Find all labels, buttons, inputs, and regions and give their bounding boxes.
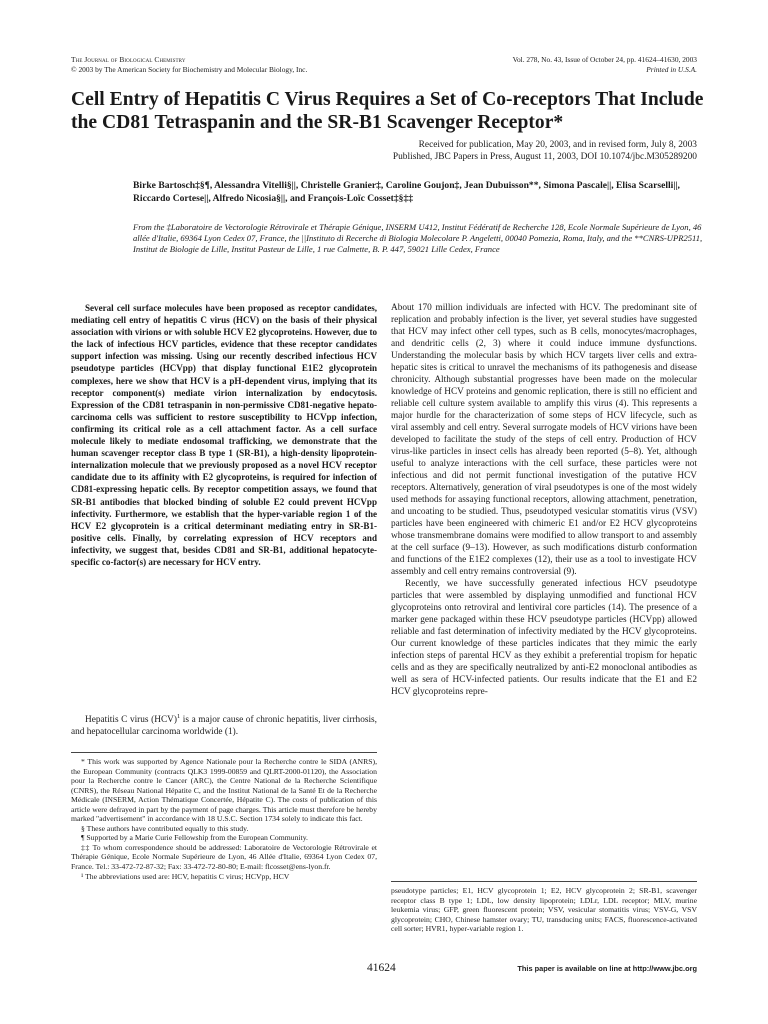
- affiliations: From the ‡Laboratoire de Vectorologie Rétrovirale et Thérapie Génique, INSERM U412, Institut Fédératif de Recherche 128, Ecole Normale Supérieure de Lyon, 46 allée d'Italie, 69364 Lyon Cedex 07, France, the ||Instituto di Recerche di Biologia Molecolare P. Angeletti, 00040 Pomezia, Roma, Italy, and the **CNRS-UPR2511, Institut de Biologie de Lille, Institut Pasteur de Lille, 1 rue Calmette, B. P. 447, 59021 Lille Cedex, France: [133, 222, 703, 254]
- funding-footnote: * This work was supported by Agence Nationale pour la Recherche contre le SIDA (ANRS), the European Community (contracts QLK3 1999-00859 and QLRT-2000-01120), the Association pour la Recherche contre le Cancer (ARC), the Centre National de la Recherche Scientifique (CNRS), the Réseau National Hépatite C, and the Institut National de la Santé Et de la Recherche Médicale (INSERM, Action Thématique Concertée, Hépatite C). The costs of publication of this article were defrayed in part by the payment of page charges. This article must therefore be hereby marked "advertisement" in accordance with 18 U.S.C. Section 1734 solely to indicate this fact.: [71, 757, 377, 824]
- copyright-line: © 2003 by The American Society for Biochemistry and Molecular Biology, Inc.: [71, 64, 308, 74]
- correspondence-footnote: ‡‡ To whom correspondence should be addressed: Laboratoire de Vectorologie Rétrovirale et Thérapie Génique, Ecole Normale Supérieure de Lyon, 46 Allée d'Italie, 69364 Lyon Cedex 07, France. Tel.: 33-472-72-87-32; Fax: 33-472-72-80-80; E-mail: flcosset@ens-lyon.fr.: [71, 842, 377, 872]
- intro-text-end: is a major cause of chronic hepatitis, liver cirrhosis, and hepatocellular carcinoma worldwide (1).: [71, 715, 377, 738]
- equal-contribution-footnote: § These authors have contributed equally to this study.: [81, 823, 249, 833]
- published-line: Published, JBC Papers in Press, August 11, 2003, DOI 10.1074/jbc.M305289200: [392, 151, 697, 162]
- footnotes-left: [71, 757, 377, 881]
- printed-in: Printed in U.S.A.: [646, 64, 697, 74]
- journal-name: The Journal of Biological Chemistry: [71, 55, 186, 64]
- fellowship-footnote: ¶ Supported by a Marie Curie Fellowship from the European Community.: [81, 833, 308, 843]
- article-title: Cell Entry of Hepatitis C Virus Requires a Set of Co-receptors That Include the CD81 Tetraspanin and the SR-B1 Scavenger Receptor*: [71, 89, 704, 133]
- footnote-divider-left: [71, 752, 377, 753]
- body-paragraph: About 170 million individuals are infected with HCV. The predominant site of replication and probably infection is the liver, yet several studies have suggested that HCV may infect other cell types, such as B cells, monocytes/macrophages, and dendritic cells (2, 3) where it could induce immune dysfunctions. Understanding the molecular basis by which HCV targets liver cells and extra-hepatic sites is critical to unravel the mechanisms of its pathogenesis and disease chronicity. Although substantial progresses have been made on the molecular knowledge of HCV proteins and genomic replication, there is still no efficient and reliable cell culture system available to amplify this virus (4). This represents a major hurdle for the characterization of some steps of HCV lifecycle, such as viral assembly and cell entry. Several surrogate models of HCV virions have been developed to facilitate the study of the steps of cell entry. Production of HCV virus-like particles in insect cells has already been reported (5–8). Yet, although useful to analyze interactions with the cell surface, these particles were not infectious and did not permit functional investigation of the putative HCV receptors. Alternatively, generation of viral pseudotypes is one of the most widely used methods for assaying functional receptors, allowing attachment, penetration, and uncoating to be studied. Thus, pseudotyped vesicular stomatitis virus (VSV) particles have been engineered with chimeric E1 and/or E2 HCV glycoproteins whose transmembrane domains were modified to allow transport to and assembly at the cell surface (9–13). However, as such modifications disturb conformation and functions of the E1E2 complexes (12), their use as a tool to investigate HCV assembly and cell entry remains controversial (9).: [391, 303, 697, 577]
- body-paragraph: Recently, we have successfully generated infectious HCV pseudotype particles that were assembled by displaying unmodified and functional HCV glycoproteins onto retroviral and lentiviral core particles (14). The presence of a marker gene packaged within these HCV pseudotype particles (HCVpp) allowed reliable and fast determination of infectivity mediated by the HCV glycoproteins. Our current knowledge of these particles indicates that they mimic the early infection steps of parental HCV as they exhibit a preferential tropism for hepatic cells and as they are specifically neutralized by anti-E2 monoclonal antibodies as well as sera of HCV-infected patients. Our results indicate that the E1 and E2 HCV glycoproteins repre-: [391, 579, 697, 697]
- received-line: Received for publication, May 20, 2003, and in revised form, July 8, 2003: [418, 140, 697, 150]
- received-dates: [237, 140, 697, 164]
- availability-note: This paper is available on line at http://www.jbc.org: [517, 964, 697, 973]
- running-header-right: [513, 55, 697, 74]
- running-header-left: [71, 55, 307, 74]
- footnote-divider-right: [391, 881, 697, 882]
- intro-text-start: Hepatitis C virus (HCV): [85, 715, 177, 725]
- intro-paragraph: [71, 714, 377, 739]
- volume-info: Vol. 278, No. 43, Issue of October 24, pp. 41624–41630, 2003: [512, 55, 697, 64]
- right-column: [391, 302, 697, 698]
- page-number: 41624: [367, 962, 396, 974]
- footnote-marker: 1: [176, 712, 181, 720]
- abbreviations-footnote: ¹ The abbreviations used are: HCV, hepatitis C virus; HCVpp, HCV: [81, 871, 290, 881]
- abstract: Several cell surface molecules have been proposed as receptor candidates, mediating cell entry of hepatitis C virus (HCV) on the basis of their physical association with virions or with soluble HCV E2 glycoproteins. However, due to the lack of infectious HCV particles, evidence that these receptor candidates support infection was missing. Using our recently described infectious HCV pseudotype particles (HCVpp) that display functional E1E2 glycoprotein complexes, here we show that HCV is a pH-dependent virus, implying that its receptor component(s) mediate virion internalization by endocytosis. Expression of the CD81 tetraspanin in non-permissive CD81-negative hepato-carcinoma cells was sufficient to restore susceptibility to HCVpp infection, confirming its critical role as a cell attachment factor. As a cell surface molecule likely to mediate endosomal trafficking, we demonstrate that the human scavenger receptor class B type 1 (SR-B1), a high-density lipoprotein-internalization molecule that we previously proposed as a novel HCV receptor candidate due to its affinity with E2 glycoproteins, is required for infection of CD81-expressing hepatic cells. By receptor competition assays, we found that SR-B1 antibodies that blocked binding of soluble E2 could prevent HCVpp infectivity. Furthermore, we establish that the hyper-variable region 1 of the HCV E2 glycoprotein is a critical determinant mediating entry in SR-B1-positive cells. Finally, by correlating expression of HCV receptors and infectivity, we suggest that, besides CD81 and SR-B1, additional hepatocyte-specific co-factor(s) are necessary for HCV entry.: [71, 303, 377, 567]
- abbreviations-continued: pseudotype particles; E1, HCV glycoprotein 1; E2, HCV glycoprotein 2; SR-B1, scavenger receptor class B type 1; LDL, low density lipoprotein; LDLr, LDL receptor; MLV, murine leukemia virus; GFP, green fluorescent protein; VSV, vesicular stomatitis virus; VSV-G, VSV glycoprotein; CHO, Chinese hamster ovary; TU, transducing units; FACS, fluorescence-activated cell sorter; HVR1, hyper-variable region 1.: [391, 886, 697, 934]
- author-list: Birke Bartosch‡§¶, Alessandra Vitelli§||, Christelle Granier‡, Caroline Goujon‡, Jean Dubuisson**, Simona Pascale||, Elisa Scarselli||, Riccardo Cortese||, Alfredo Nicosia§||, and François-Loïc Cosset‡§‡‡: [133, 180, 680, 204]
